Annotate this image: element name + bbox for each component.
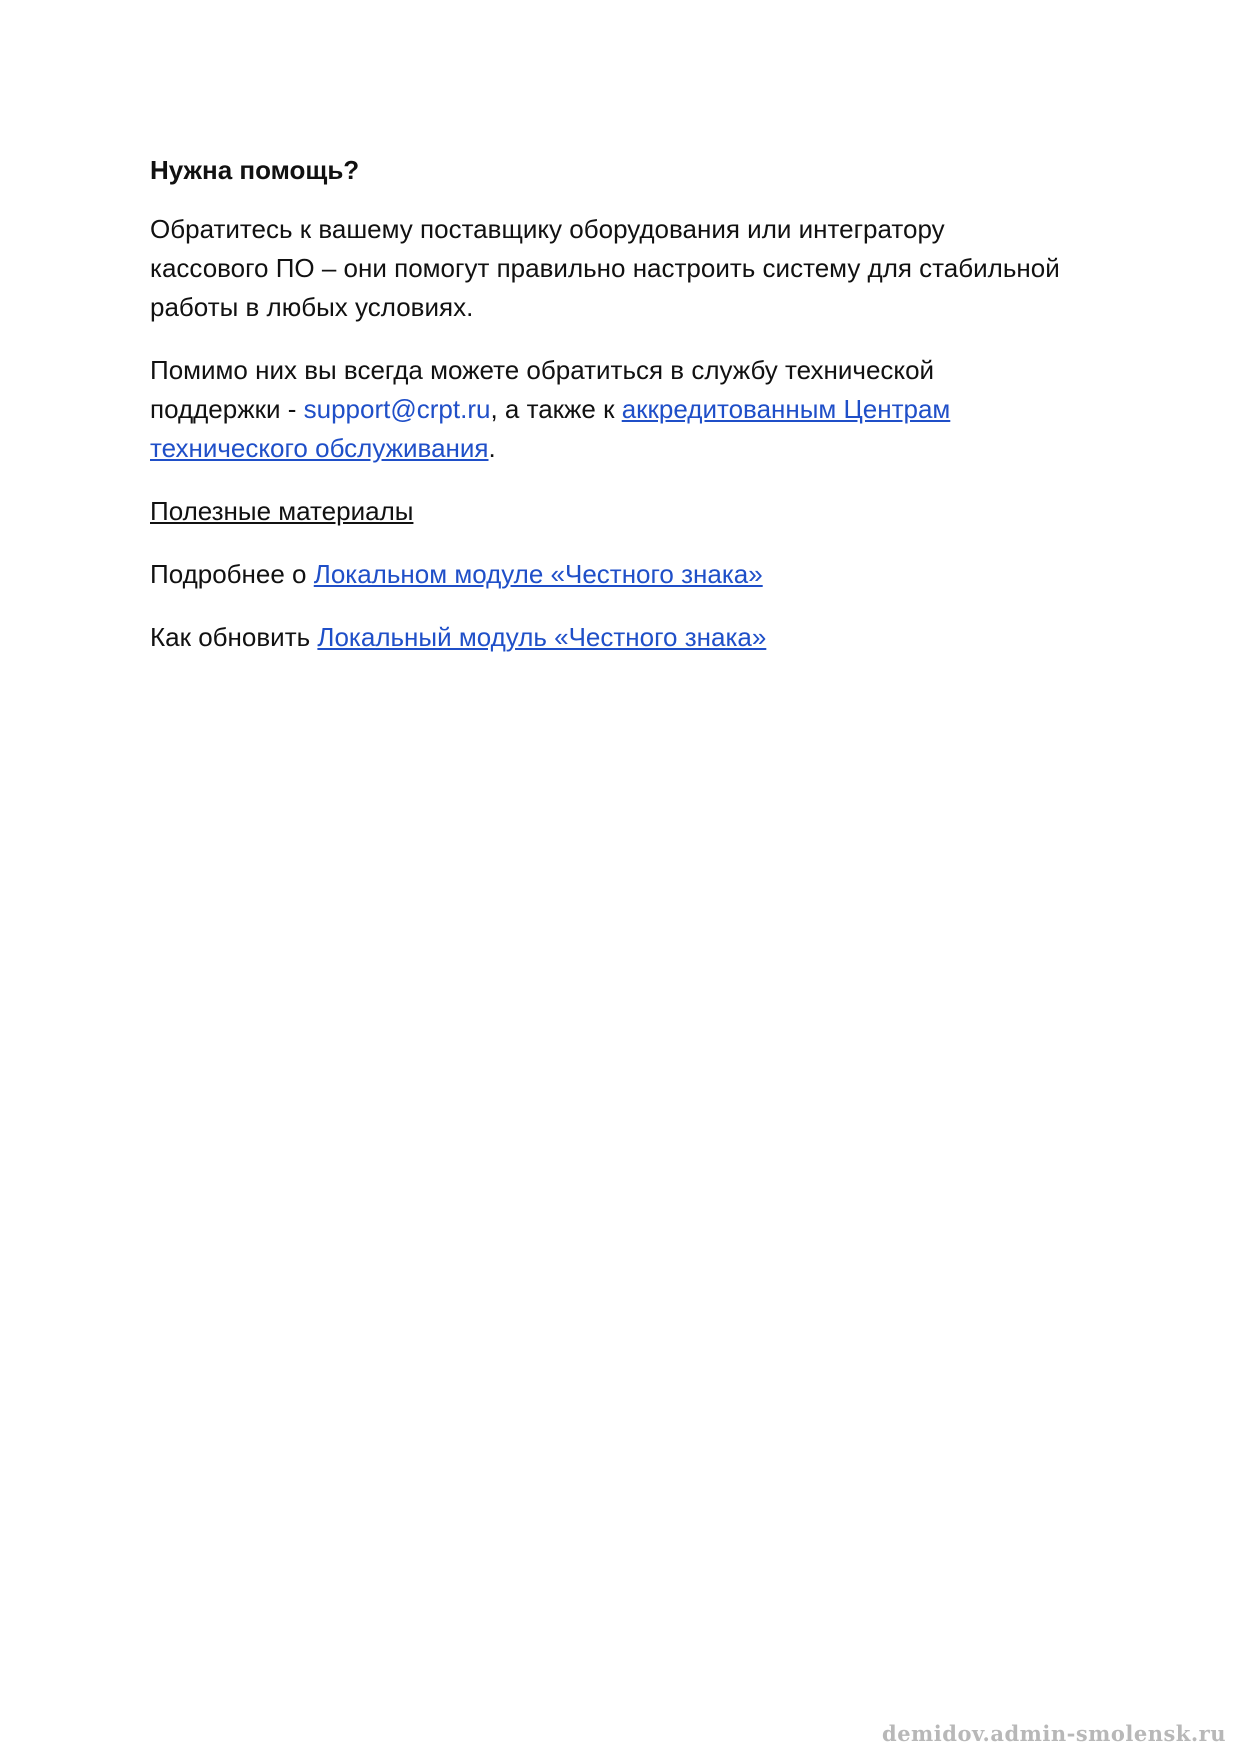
intro-line-2: кассового ПО – они помогут правильно настроить систему для стабильной	[150, 253, 1060, 283]
intro-paragraph	[150, 210, 1100, 327]
materials-label: Полезные материалы	[150, 496, 414, 526]
intro-line-3: работы в любых условиях.	[150, 292, 474, 322]
materials-item-1	[150, 555, 1100, 594]
materials-item-1-prefix: Подробнее о	[150, 559, 314, 589]
support-suffix: .	[488, 433, 496, 463]
support-middle: , а также к	[490, 394, 622, 424]
local-module-info-link[interactable]: Локальном модуле «Честного знака»	[313, 559, 763, 589]
support-line-1: Помимо них вы всегда можете обратиться в службу технической	[150, 355, 935, 385]
help-heading: Нужна помощь?	[150, 155, 360, 185]
materials-section	[150, 492, 1100, 531]
intro-line-1: Обратитесь к вашему поставщику оборудования или интегратору	[150, 214, 945, 244]
materials-item-2-prefix: Как обновить	[150, 622, 318, 652]
service-centers-link-part1[interactable]: аккредитованным Центрам	[621, 394, 951, 424]
service-centers-link-part2[interactable]: технического обслуживания	[150, 433, 489, 463]
document-page	[150, 150, 1100, 681]
watermark: demidov.admin-smolensk.ru	[882, 1721, 1226, 1746]
materials-item-2	[150, 618, 1100, 657]
support-paragraph	[150, 351, 1100, 468]
local-module-update-link[interactable]: Локальный модуль «Честного знака»	[317, 622, 767, 652]
support-email-link[interactable]: support@crpt.ru	[303, 394, 491, 424]
support-prefix: поддержки -	[150, 394, 304, 424]
